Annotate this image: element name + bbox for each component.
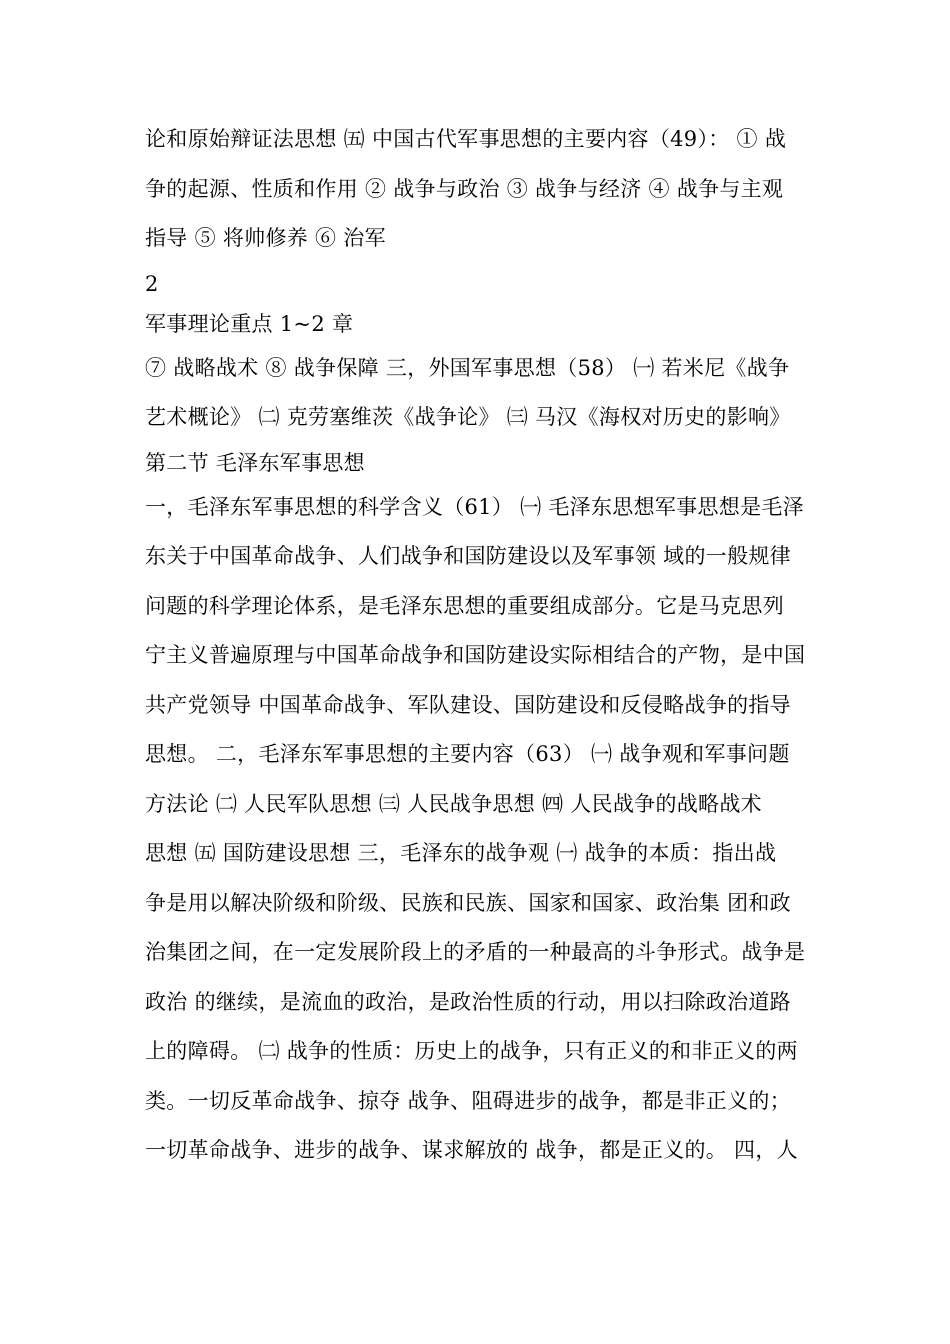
running-header: 军事理论重点 1~2 章	[145, 311, 354, 336]
page-number: 2	[145, 271, 159, 296]
text-line: 争是用以解决阶级和阶级、民族和民族、国家和国家、政治集 团和政	[145, 890, 791, 915]
text-line: 上的障碍。 ㈡ 战争的性质：历史上的战争，只有正义的和非正义的两	[145, 1039, 798, 1063]
text-line: 政治 的继续，是流血的政治，是政治性质的行动，用以扫除政治道路	[145, 989, 791, 1014]
text-line: ⑦ 战略战术 ⑧ 战争保障 三，外国军事思想（58） ㈠ 若米尼《战争	[145, 355, 790, 380]
text-line: 方法论 ㈡ 人民军队思想 ㈢ 人民战争思想 ㈣ 人民战争的战略战术	[145, 791, 762, 816]
document-body	[145, 115, 810, 1176]
text-line: 共产党领导 中国革命战争、军队建设、国防建设和反侵略战争的指导	[145, 692, 791, 717]
text-line: 一，毛泽东军事思想的科学含义（61） ㈠ 毛泽东思想军事思想是毛泽	[145, 494, 804, 519]
section-heading: 第二节 毛泽东军事思想	[145, 450, 365, 475]
text-line: 东关于中国革命战争、人们战争和国防建设以及军事领 域的一般规律	[145, 544, 791, 568]
text-line: 指导 ⑤ 将帅修养 ⑥ 治军	[145, 226, 386, 250]
text-line: 论和原始辩证法思想 ㈤ 中国古代军事思想的主要内容（49）： ① 战	[145, 127, 787, 151]
text-line: 治集团之间，在一定发展阶段上的矛盾的一种最高的斗争形式。战争是	[145, 940, 806, 964]
text-line: 艺术概论》 ㈡ 克劳塞维茨《战争论》 ㈢ 马汉《海权对历史的影响》	[145, 405, 791, 429]
text-line: 类。一切反革命战争、掠夺 战争、阻碍进步的战争，都是非正义的；	[145, 1088, 791, 1113]
text-line: 宁主义普遍原理与中国革命战争和国防建设实际相结合的产物，是中国	[145, 643, 806, 667]
text-line: 一切革命战争、进步的战争、谋求解放的 战争，都是正义的。 四，人	[145, 1138, 798, 1162]
text-line: 思想。 二，毛泽东军事思想的主要内容（63） ㈠ 战争观和军事问题	[145, 742, 790, 766]
text-line: 争的起源、性质和作用 ② 战争与政治 ③ 战争与经济 ④ 战争与主观	[145, 176, 784, 201]
text-line: 问题的科学理论体系，是毛泽东思想的重要组成部分。它是马克思列	[145, 593, 784, 618]
text-line: 思想 ㈤ 国防建设思想 三，毛泽东的战争观 ㈠ 战争的本质：指出战	[145, 841, 777, 865]
